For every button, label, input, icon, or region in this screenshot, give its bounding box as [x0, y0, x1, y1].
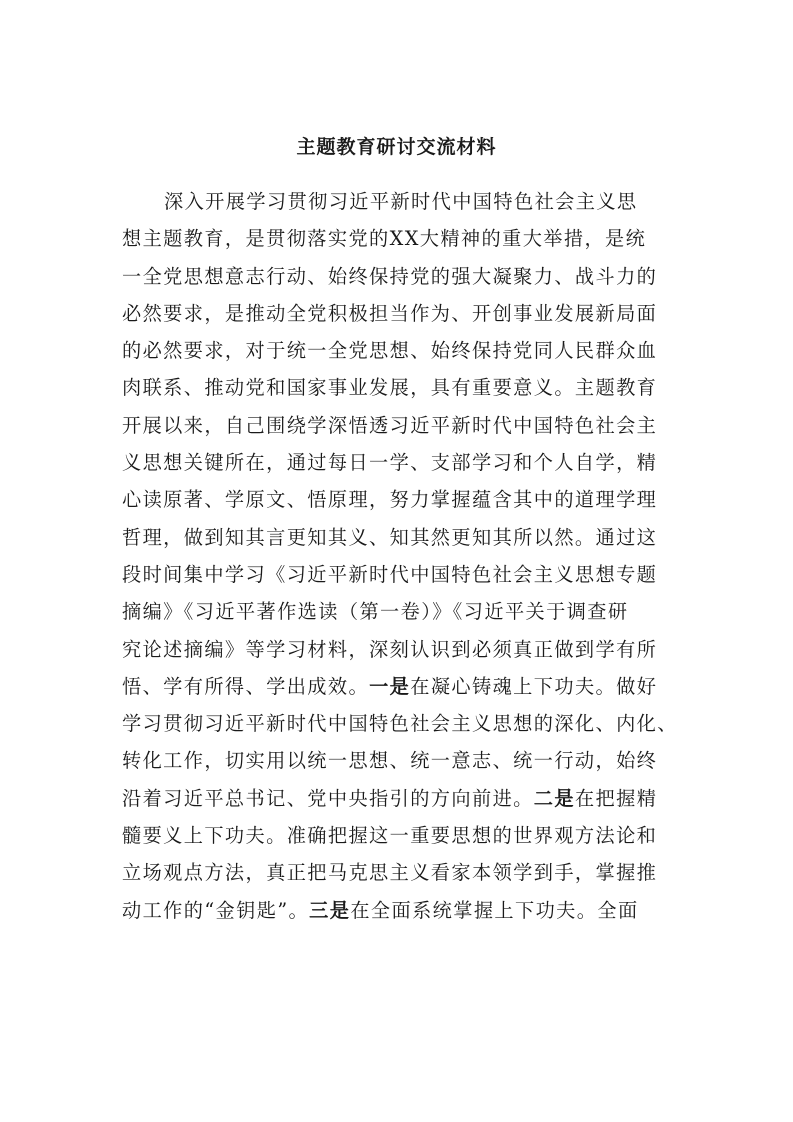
body-text-line: [122, 262, 682, 299]
body-text-line: [122, 187, 682, 224]
text-segment: 在把握精: [574, 786, 658, 810]
text-segment: 想主题教育，是贯彻落实党的XX大精神的重大举措，是统: [122, 227, 647, 251]
text-segment: 肉联系、推动党和国家事业发展，具有重要意义。主题教育: [122, 376, 658, 400]
text-segment: 转化工作，切实用以统一思想、统一意志、统一行动，始终: [122, 749, 658, 773]
text-segment: 的必然要求，对于统一全党思想、始终保持党同人民群众血: [122, 339, 658, 363]
body-text-line: [122, 485, 682, 522]
body-text-line: [122, 597, 682, 634]
bold-emphasis-text: 一是: [369, 674, 411, 698]
text-segment: 心读原著、学原文、悟原理，努力掌握蕴含其中的道理学理: [122, 488, 658, 512]
body-text-line: [122, 560, 682, 597]
text-segment: 必然要求，是推动全党积极担当作为、开创事业发展新局面: [122, 301, 658, 325]
text-segment: 义思想关键所在，通过每日一学、支部学习和个人自学，精: [122, 451, 658, 475]
body-text-line: [122, 523, 682, 560]
body-text-line: [122, 224, 682, 261]
text-segment: 摘编》《习近平著作选读（第一卷）》《习近平关于调查研: [122, 600, 629, 624]
text-segment: 一全党思想意志行动、始终保持党的强大凝聚力、战斗力的: [122, 264, 658, 288]
text-segment: 动工作的“金钥匙”。: [122, 898, 310, 922]
text-segment: 在全面系统掌握上下功夫。全面: [350, 898, 639, 922]
body-text-line: [122, 896, 682, 933]
body-text-line: [122, 784, 682, 821]
bold-emphasis-text: 三是: [309, 898, 351, 922]
body-text-line: [122, 709, 682, 746]
text-segment: 究论述摘编》等学习材料，深刻认识到必须真正做到学有所: [122, 637, 658, 661]
text-segment: 髓要义上下功夫。准确把握这一重要思想的世界观方法论和: [122, 824, 658, 848]
body-text-line: [122, 411, 682, 448]
body-text-line: [122, 858, 682, 895]
bold-emphasis-text: 二是: [533, 786, 575, 810]
body-text-line: [122, 821, 682, 858]
text-segment: 立场观点方法，真正把马克思主义看家本领学到手，掌握推: [122, 861, 658, 885]
text-segment: 段时间集中学习《习近平新时代中国特色社会主义思想专题: [122, 562, 658, 586]
text-segment: 开展以来，自己围绕学深悟透习近平新时代中国特色社会主: [122, 413, 658, 437]
text-segment: 深入开展学习贯彻习近平新时代中国特色社会主义思: [164, 190, 638, 213]
text-segment: 沿着习近平总书记、党中央指引的方向前进。: [122, 786, 534, 810]
body-text-line: [122, 336, 682, 373]
text-segment: 学习贯彻习近平新时代中国特色社会主义思想的深化、内化、: [122, 712, 678, 736]
body-text-line: [122, 373, 682, 410]
body-text-line: [122, 672, 682, 709]
text-segment: 哲理，做到知其言更知其义、知其然更知其所以然。通过这: [122, 525, 658, 549]
body-text-line: [122, 746, 682, 783]
document-title: 主题教育研讨交流材料: [296, 136, 497, 158]
document-body: [122, 187, 682, 933]
body-text-line: [122, 448, 682, 485]
text-segment: 在凝心铸魂上下功夫。做好: [410, 674, 658, 698]
body-text-line: [122, 635, 682, 672]
text-segment: 悟、学有所得、学出成效。: [122, 674, 370, 698]
body-text-line: [122, 299, 682, 336]
